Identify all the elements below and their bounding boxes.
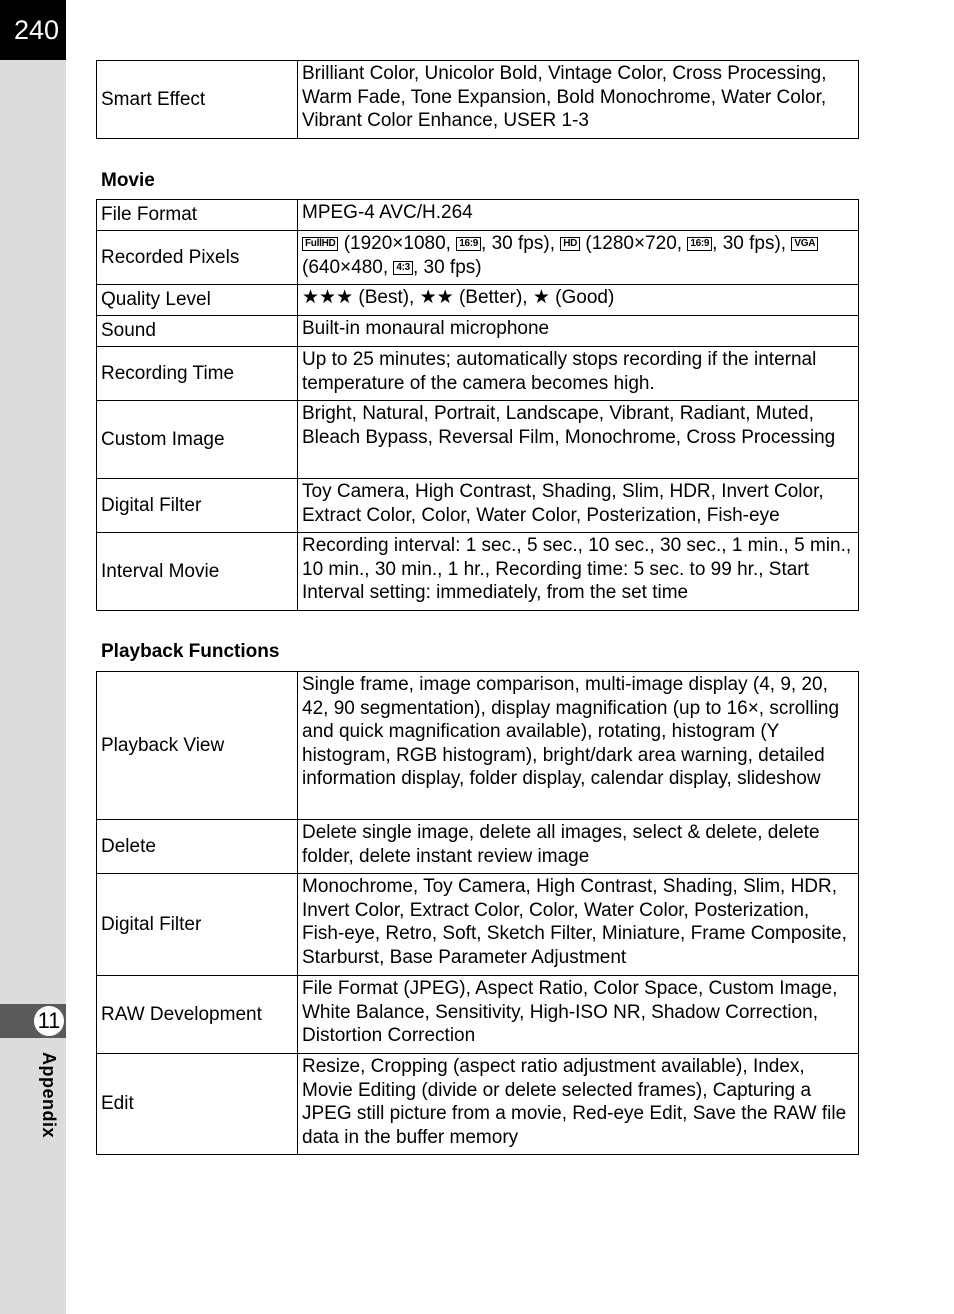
table-row <box>97 347 859 401</box>
page-number: 240 <box>0 0 66 60</box>
section-title-movie: Movie <box>101 170 155 191</box>
table-row <box>97 316 859 347</box>
row-label: File Format <box>97 200 298 231</box>
movie-table <box>96 199 859 611</box>
table-row <box>97 672 859 820</box>
ratio-16-9-icon: 16:9 <box>456 237 481 251</box>
chapter-label: Appendix <box>39 1052 59 1139</box>
vga-icon: VGA <box>791 237 818 251</box>
row-label: Interval Movie <box>97 533 298 611</box>
table-row <box>97 479 859 533</box>
chapter-number: 11 <box>34 1006 64 1036</box>
row-label: Custom Image <box>97 401 298 479</box>
row-label: RAW Development <box>97 976 298 1054</box>
row-value: File Format (JPEG), Aspect Ratio, Color Space, Custom Image, White Balance, Sensitivity, High-ISO NR, Shadow Correction, Distortion Correction <box>298 976 859 1054</box>
ratio-4-3-icon: 4:3 <box>393 261 413 275</box>
table-row <box>97 200 859 231</box>
row-label: Recording Time <box>97 347 298 401</box>
row-value: Built-in monaural microphone <box>298 316 859 347</box>
table-row <box>97 533 859 611</box>
row-label: Digital Filter <box>97 479 298 533</box>
row-label: Edit <box>97 1054 298 1155</box>
hd-icon: HD <box>560 237 580 251</box>
row-value: Toy Camera, High Contrast, Shading, Slim, HDR, Invert Color, Extract Color, Color, Water Color, Posterization, Fish-eye <box>298 479 859 533</box>
row-label: Delete <box>97 820 298 874</box>
row-value: Resize, Cropping (aspect ratio adjustment available), Index, Movie Editing (divide or delete selected frames), Capturing a JPEG still picture from a movie, Red-eye Edit, Save the RAW file data in the buffer memory <box>298 1054 859 1155</box>
table-row <box>97 874 859 976</box>
row-value: Brilliant Color, Unicolor Bold, Vintage Color, Cross Processing, Warm Fade, Tone Expansion, Bold Monochrome, Water Color, Vibrant Color Enhance, USER 1-3 <box>298 61 859 139</box>
row-label: Playback View <box>97 672 298 820</box>
row-label: Digital Filter <box>97 874 298 976</box>
row-label: Sound <box>97 316 298 347</box>
table-row <box>97 285 859 316</box>
row-value: FullHD (1920×1080, 16:9 , 30 fps), HD (1280×720, 16:9 , 30 fps), VGA (640×480, 4:3 , 30 fps) <box>298 231 859 285</box>
row-value: Delete single image, delete all images, select & delete, delete folder, delete instant review image <box>298 820 859 874</box>
table-row <box>97 401 859 479</box>
row-value: MPEG-4 AVC/H.264 <box>298 200 859 231</box>
ratio-16-9-icon: 16:9 <box>687 237 712 251</box>
row-label: Quality Level <box>97 285 298 316</box>
row-label: Smart Effect <box>97 61 298 139</box>
row-value: Up to 25 minutes; automatically stops recording if the internal temperature of the camera becomes high. <box>298 347 859 401</box>
table-row <box>97 976 859 1054</box>
row-value: Bright, Natural, Portrait, Landscape, Vibrant, Radiant, Muted, Bleach Bypass, Reversal Film, Monochrome, Cross Processing <box>298 401 859 479</box>
smart-effect-table <box>96 60 859 139</box>
fullhd-icon: FullHD <box>302 237 338 251</box>
table-row <box>97 820 859 874</box>
row-value: Single frame, image comparison, multi-image display (4, 9, 20, 42, 90 segmentation), display magnification (up to 16×, scrolling and quick magnification available), rotating, histogram (Y histogram, RGB histogram), bright/dark area warning, detailed information display, folder display, calendar display, slideshow <box>298 672 859 820</box>
row-value: Recording interval: 1 sec., 5 sec., 10 sec., 30 sec., 1 min., 5 min., 10 min., 30 min., 1 hr., Recording time: 5 sec. to 99 hr., Start Interval setting: immediately, from the set time <box>298 533 859 611</box>
row-value: Monochrome, Toy Camera, High Contrast, Shading, Slim, HDR, Invert Color, Extract Color, Color, Water Color, Posterization, Fish-eye, Retro, Soft, Sketch Filter, Miniature, Frame Composite, Starburst, Base Parameter Adjustment <box>298 874 859 976</box>
table-row <box>97 1054 859 1155</box>
playback-table <box>96 671 859 1155</box>
row-value: ★★★ (Best), ★★ (Better), ★ (Good) <box>298 285 859 316</box>
table-row <box>97 61 859 139</box>
row-label: Recorded Pixels <box>97 231 298 285</box>
table-row <box>97 231 859 285</box>
section-title-playback: Playback Functions <box>101 641 280 662</box>
